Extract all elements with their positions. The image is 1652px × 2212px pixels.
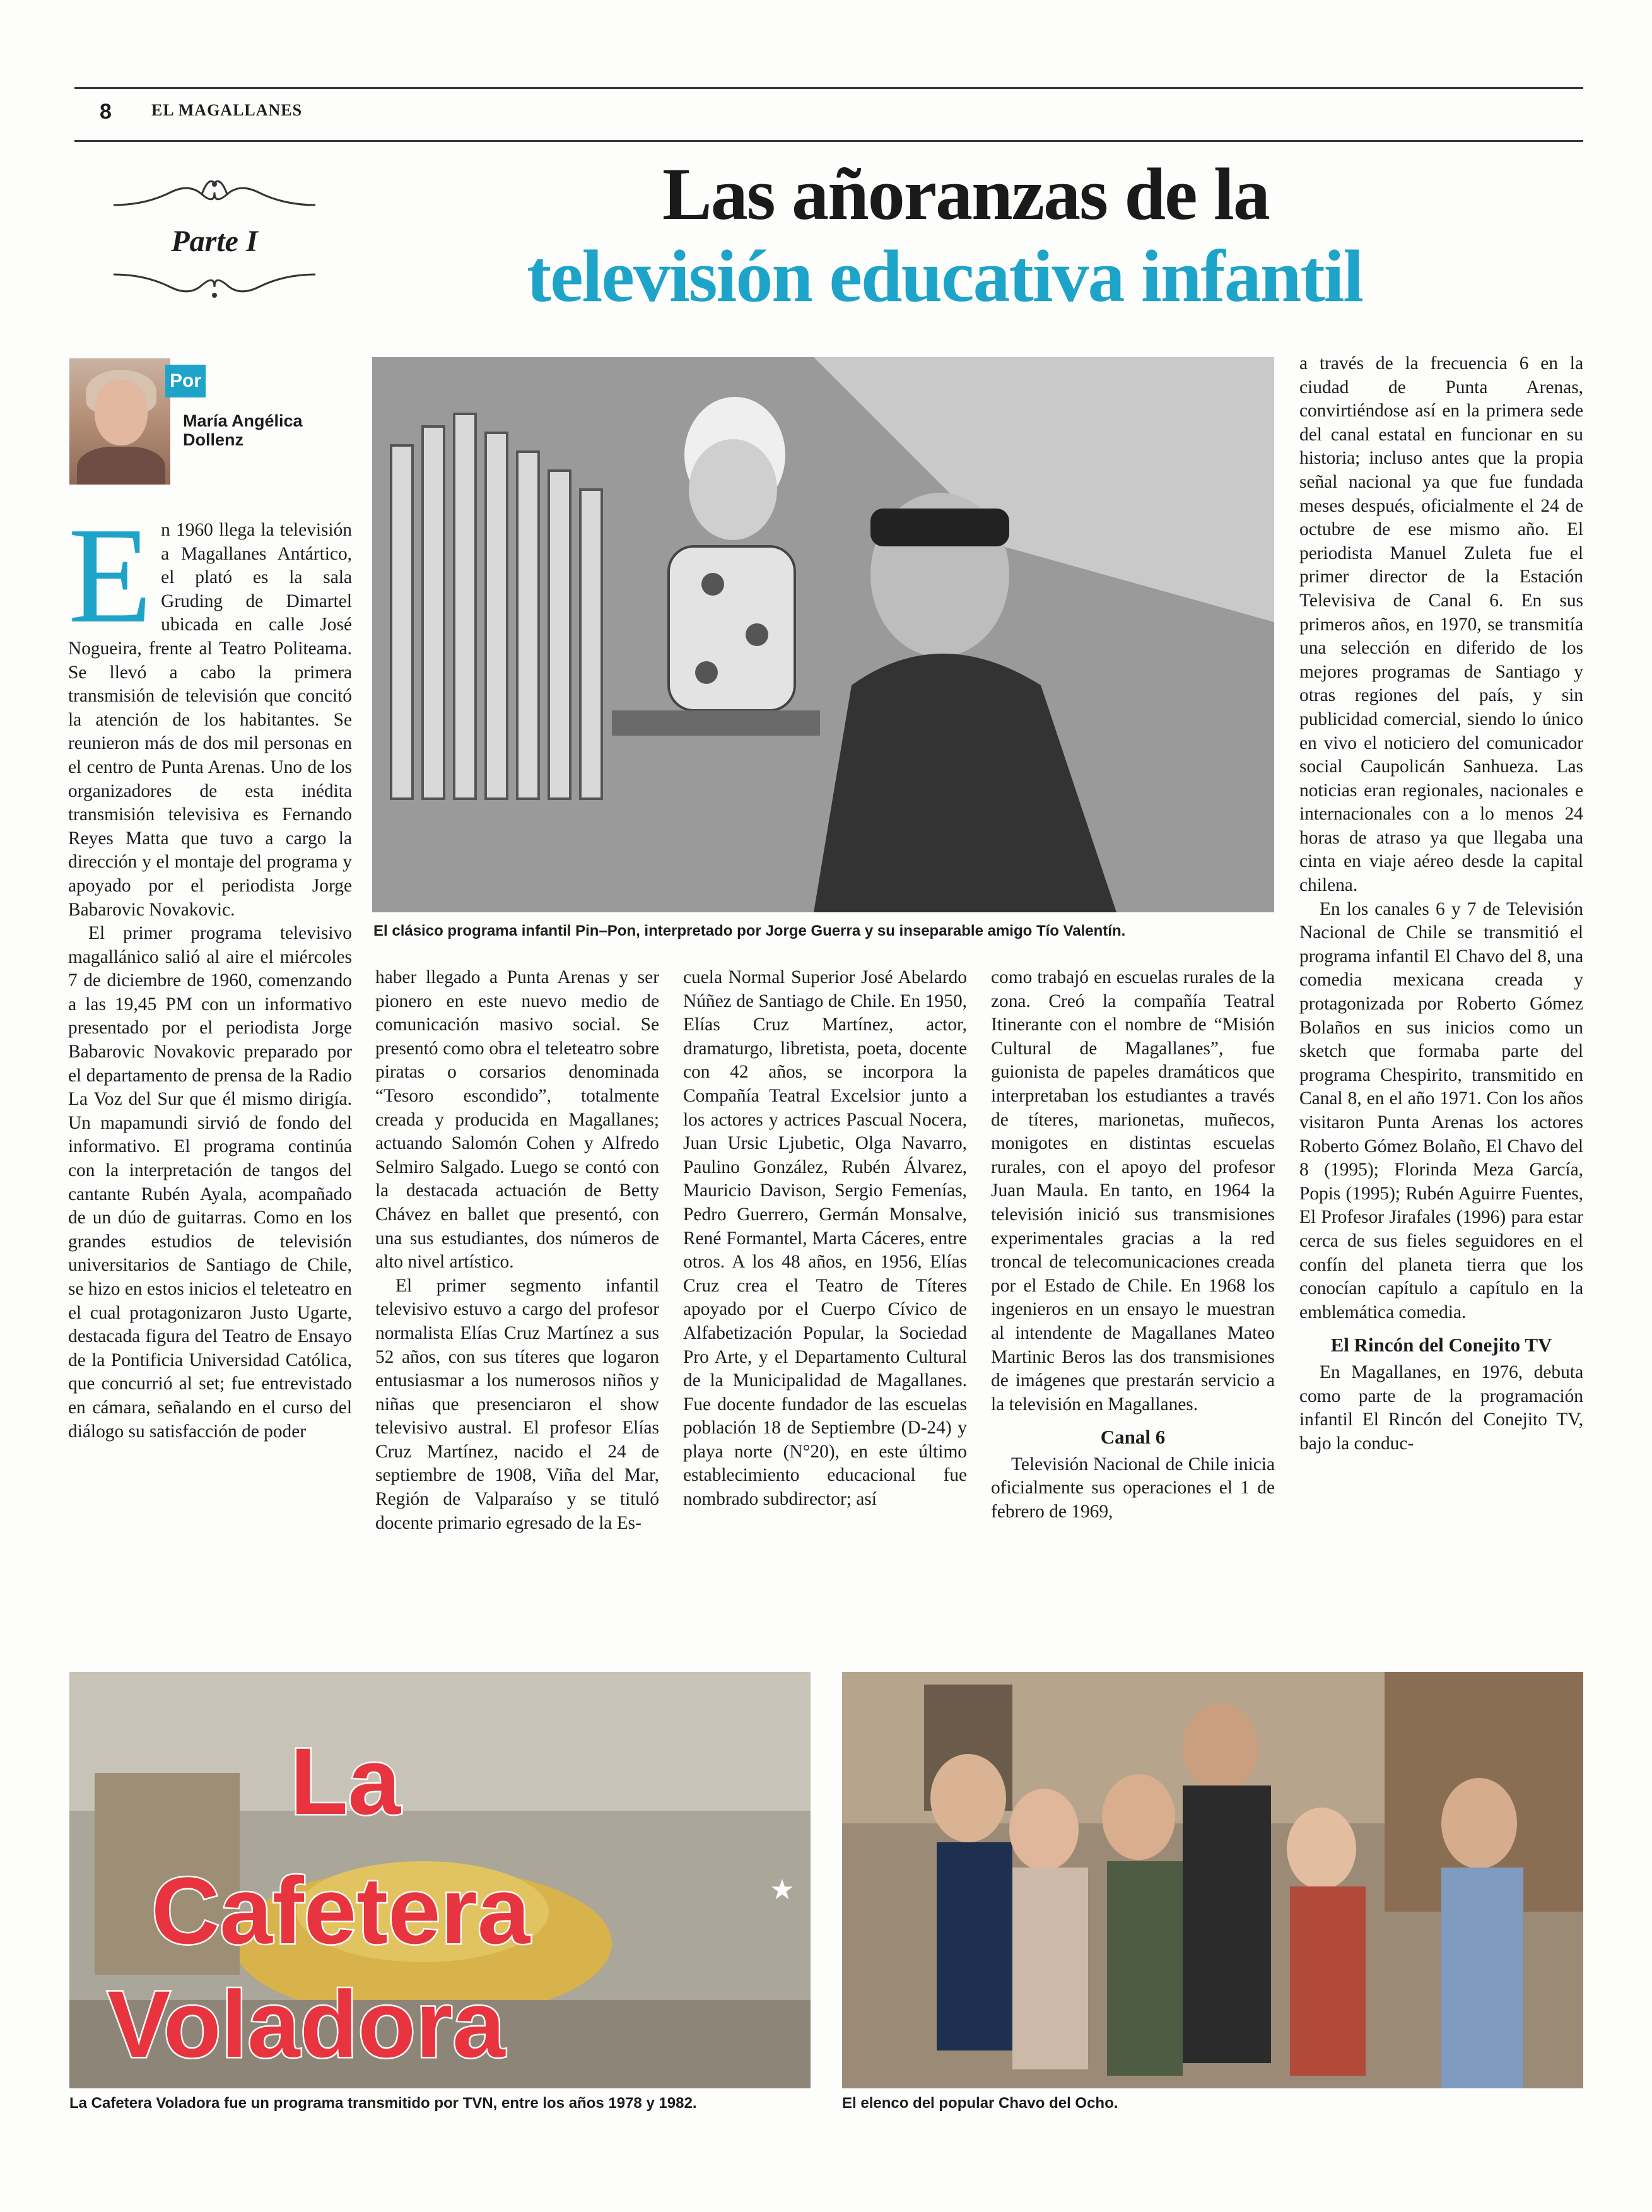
paragraph: cuela Normal Superior José Abelardo Núñez de Santiago de Chile. En 1950, Elías Cruz Martínez, actor, dramaturgo, libretista, poeta, docente con 42 años, se incorpora la Compañía Teatral Excelsior junto a los actores y actrices Pascual Nocera, Juan Ursic Ljubetic, Olga Navarro, Paulino González, Rubén Álvarez, Mauricio Davison, Sergio Femenías, Pedro Guerrero, Germán Monsalve, René Formantel, Marta Cáceres, entre otros. A los 48 años, en 1956, Elías Cruz crea el Teatro de Títeres apoyado por el Cuerpo Cívico de Alfabetización Popular, la Sociedad Pro Arte, y el Departamento Cultural de la Municipalidad de Magallanes. Fue docente fundador de las escuelas población 18 de Septiembre (D-24) y playa norte (N°20), en este último establecimiento educacional fue nombrado subdirector; así <box>683 967 967 1510</box>
cafetera-title-1: La <box>290 1728 401 1834</box>
article-column-2 <box>375 966 659 1535</box>
cafetera-caption: La Cafetera Voladora fue un programa transmitido por TVN, entre los años 1978 y 1982. <box>69 2095 697 2112</box>
author-photo <box>69 358 170 485</box>
byline-label: Por <box>165 365 206 397</box>
cafetera-title-3: Voladora <box>107 1971 505 2077</box>
ornament-bottom <box>107 265 322 309</box>
paragraph: n 1960 llega la televisión a Magallanes Antártico, el plató es la sala Gruding de Dimartel ubicada en calle José Nogueira, frente al Teatro Politeama. Se llevó a cabo la primera transmisión de televisión que concitó la atención de los habitantes. Se reunieron más de dos mil personas en el centro de Punta Arenas. Uno de los organizadores de esta inédita transmisión televisiva es Fernando Reyes Matta que tuvo a cargo la dirección y el montaje del programa y apoyado por el periodista Jorge Babarovic Novakovic. <box>68 520 352 920</box>
paragraph: En Magallanes, en 1976, debuta como parte de la programación infantil El Rincón del Conejito TV, bajo la conduc- <box>1299 1362 1583 1454</box>
photo-image <box>842 1672 1583 2088</box>
paragraph: como trabajó en escuelas rurales de la zona. Creó la compañía Teatral Itinerante con el nombre de “Misión Cultural de Magallanes”, fue guionista de papeles dramáticos que interpretaban los estudiantes a través de títeres, marionetas, muñecos, monigotes en distintas escuelas rurales, con el apoyo del profesor Juan Maula. En tanto, en 1964 la televisión inició sus transmisiones experimentales gracias a la red troncal de telecomunicaciones creada por el Estado de Chile. En 1968 los ingenieros en un ensayo le muestran al intendente de Magallanes Mateo Martinic Beros las dos transmisiones de imágenes que prestarán servicio a la televisión en Magallanes. <box>991 967 1275 1415</box>
photo-cafetera-voladora <box>69 1672 811 2088</box>
cafetera-title-2: Cafetera <box>151 1857 530 1963</box>
subhead-canal-6: Canal 6 <box>1100 1426 1166 1449</box>
chavo-caption: El elenco del popular Chavo del Ocho. <box>842 2095 1118 2112</box>
page-number: 8 <box>100 100 112 124</box>
headline-line-1: Las añoranzas de la <box>662 153 1269 235</box>
article-column-1 <box>68 500 352 1444</box>
article-column-3 <box>683 966 967 1512</box>
paragraph: El primer programa televisivo magallánico salió al aire el miércoles 7 de diciembre de 1960, comenzando a las 19,45 PM con un informativo presentado por el periodista Jorge Babarovic Novakovic preparado por el departamento de prensa de la Radio La Voz del Sur que él mismo dirigía. Un mapamundi sirvió de fondo del informativo. El programa continúa con la interpretación de tangos del cantante Rubén Ayala, acompañado de un dúo de guitarras. Como en los grandes estudios de televisión universitarios de Santiago de Chile, se hizo en estos inicios el teleteatro en el cual protagonizaron Justo Ugarte, destacada figura del Teatro de Ensayo de la Pontificia Universidad Católica, que concurrió al set; fue entrevistado en cámara, señalando en el curso del diálogo su satisfacción de poder <box>68 923 352 1442</box>
headline-line-2: televisión educativa infantil <box>527 235 1363 317</box>
newspaper-name: EL MAGALLANES <box>151 101 303 119</box>
svg-text:★: ★ <box>770 1874 795 1906</box>
section-kicker: Parte I <box>171 225 258 258</box>
main-photo-pin-pon <box>372 357 1274 912</box>
main-photo-caption: El clásico programa infantil Pin–Pon, interpretado por Jorge Guerra y su inseparable amigo Tío Valentín. <box>373 922 1126 939</box>
paragraph: a través de la frecuencia 6 en la ciudad de Punta Arenas, convirtiéndose así en la primera sede del canal estatal en funcionar en su historia; incluso antes que la propia señal nacional ya que fue fundada meses después, oficialmente el 24 de octubre de ese mismo año. El periodista Manuel Zuleta fue el primer director de la Estación Televisiva de Canal 6. En sus primeros años, en 1970, se transmitía una selección en diferido de los mejores programas de Santiago y otras regiones del país, y sin publicidad comercial, siendo lo único en vivo el noticiero del comunicador social Caupolicán Sanhueza. Las noticias eran regionales, nacionales e internacionales con a lo menos 24 horas de atraso ya que llegaba una cinta en viaje aéreo desde la capital chilena. <box>1299 353 1583 896</box>
paragraph: haber llegado a Punta Arenas y ser pionero en este nuevo medio de comunicación masivo social. Se presentó como obra el teleteatro sobre piratas o corsarios denominada “Tesoro escondido”, totalmente creada y producida en Magallanes; actuando Salomón Cohen y Alfredo Selmiro Salgado. Luego se contó con la destacada actuación de Betty Chávez en ballet que presentó, con una sus estudiantes, dos números de alto nivel artístico. <box>375 967 659 1273</box>
article-column-5 <box>1299 352 1583 1456</box>
paragraph: El primer segmento infantil televisivo estuvo a cargo del profesor normalista Elías Cruz Martínez a sus 52 años, con sus títeres que logaron entusiasmar a los numerosos niños y niñas que presenciaron el show televisivo austral. El profesor Elías Cruz Martínez, nacido el 24 de septiembre de 1908, Viña del Mar, Región de Valparaíso y se tituló docente primario egresado de la Es- <box>375 1275 659 1533</box>
header-rule <box>74 140 1583 142</box>
paragraph: Televisión Nacional de Chile inicia oficialmente sus operaciones el 1 de febrero de 1969, <box>991 1454 1275 1522</box>
top-rule <box>74 87 1583 89</box>
subhead-rincon-conejito: El Rincón del Conejito TV <box>1330 1334 1552 1356</box>
dropcap: E <box>68 500 153 652</box>
author-name: María Angélica Dollenz <box>183 411 303 449</box>
paragraph: En los canales 6 y 7 de Televisión Nacional de Chile se transmitió el programa infantil El Chavo del 8, una comedia mexicana creada y protagonizada por Roberto Gómez Bolaños en sus inicios como un sketch que formaba parte del programa Chespirito, transmitido en Canal 8, en el año 1971. Con los años visitaron Punta Arenas los actores Roberto Gómez Bolaño, El Chavo del 8 (1995); Florinda Meza García, Popis (1995); Rubén Aguirre Fuentes, El Profesor Jirafales (1996) para estar cerca de sus fieles seguidores en el confín del planeta tierra que los conocían capítulo a capítulo en la emblemática comedia. <box>1299 898 1583 1322</box>
ornament-top <box>107 170 322 215</box>
article-column-4 <box>991 966 1275 1524</box>
photo-image <box>372 357 1274 912</box>
photo-image <box>69 1672 811 2088</box>
photo-chavo-del-ocho <box>842 1672 1583 2088</box>
